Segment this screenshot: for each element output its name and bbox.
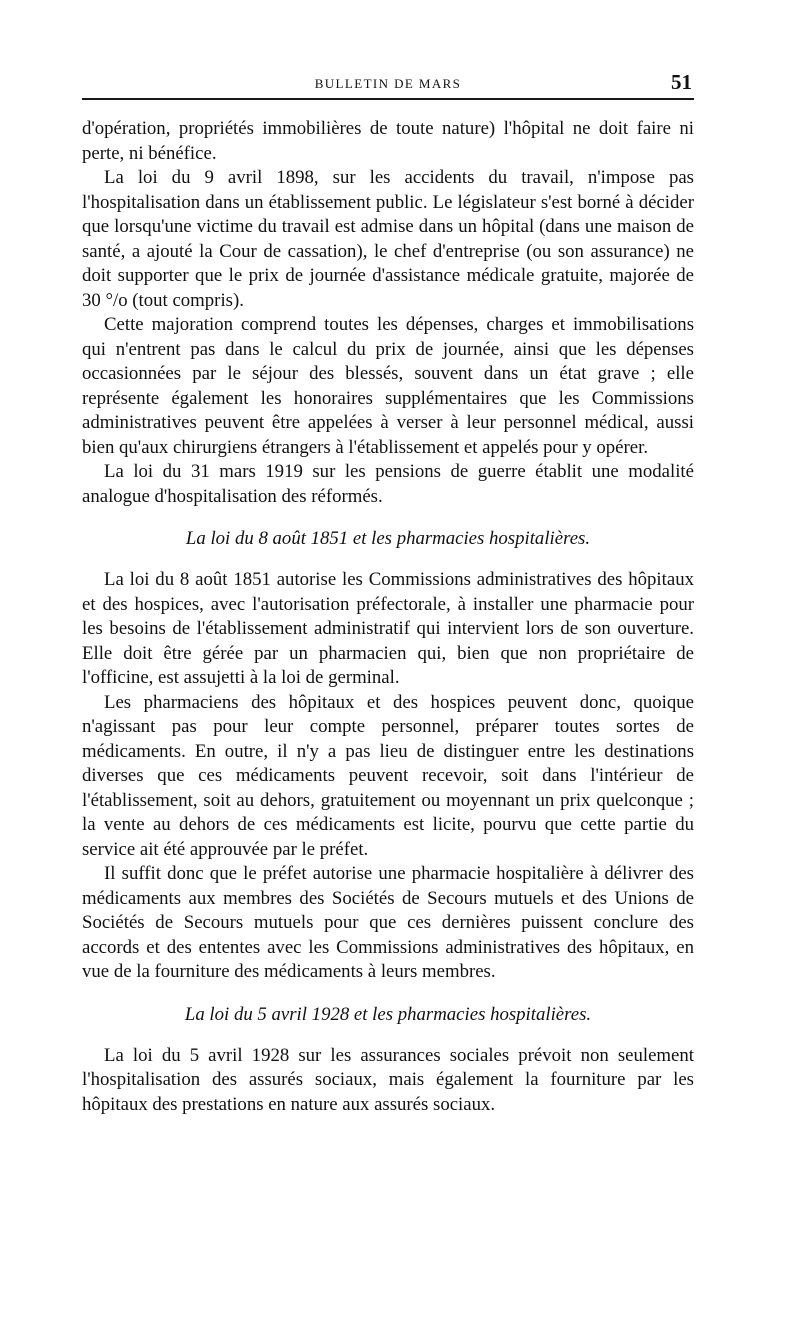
body-text: [82, 117, 694, 1117]
page-number: 51: [671, 70, 692, 94]
section-heading: La loi du 8 août 1851 et les pharmacies hospitalières.: [185, 528, 591, 549]
paragraph: La loi du 9 avril 1898, sur les accidents du travail, n'impose pas l'hospitalisation dans un établissement public. Le législateur s'est borné à décider que lorsqu'une victime du travail est admise dans un hôpital (dans une maison de santé, a ajouté la Cour de cassation), le chef d'entreprise (ou son assurance) ne doit supporter que le prix de journée d'assistance médicale gratuite, majorée de 30 °/o (tout compris).: [82, 167, 694, 311]
paragraph: La loi du 31 mars 1919 sur les pensions de guerre établit une modalité analogue d'hospitalisation des réformés.: [82, 461, 694, 507]
running-title: BULLETIN DE MARS: [314, 76, 462, 91]
section-heading: La loi du 5 avril 1928 et les pharmacies hospitalières.: [184, 1003, 592, 1025]
document-page: [82, 62, 694, 1117]
paragraph: La loi du 8 août 1851 autorise les Commissions administratives des hôpitaux et des hospices, avec l'autorisation préfectorale, à installer une pharmacie pour les besoins de l'établissement administratif qui intervient lors de son ouverture. Elle doit être gérée par un pharmacien qui, bien que non propriétaire de l'officine, est assujetti à la loi de germinal.: [82, 569, 694, 688]
paragraph: La loi du 5 avril 1928 sur les assurances sociales prévoit non seulement l'hospitalisation des assurés sociaux, mais également la fourniture par les hôpitaux des prestations en nature aux assurés sociaux.: [82, 1044, 694, 1115]
page-header: [82, 62, 694, 100]
paragraph: Il suffit donc que le préfet autorise une pharmacie hospitalière à délivrer des médicaments aux membres des Sociétés de Secours mutuels et des Unions de Sociétés de Secours mutuels pour que ces dernières puissent conclure des accords et des ententes avec les Commissions administratives des hôpitaux, en vue de la fourniture des médicaments à leurs membres.: [82, 863, 694, 982]
paragraph: Cette majoration comprend toutes les dépenses, charges et immobilisations qui n'entrent pas dans le calcul du prix de journée, ainsi que les dépenses occasionnées par le séjour des blessés, souvent dans un état grave ; elle représente également les honoraires supplémentaires que les Commissions administratives peuvent être appelées à verser à leur personnel médical, aussi bien qu'aux chirurgiens étrangers à l'établissement et appelés pour y opérer.: [82, 314, 694, 458]
paragraph: d'opération, propriétés immobilières de toute nature) l'hôpital ne doit faire ni perte, ni bénéfice.: [82, 118, 694, 164]
paragraph: Les pharmaciens des hôpitaux et des hospices peuvent donc, quoique n'agissant pas pour leur compte personnel, préparer toutes sortes de médicaments. En outre, il n'y a pas lieu de distinguer entre les destinations diverses que ces médicaments peuvent recevoir, soit dans l'intérieur de l'établissement, soit au dehors, gratuitement ou moyennant un prix quelconque ; la vente au dehors de ces médicaments est licite, pourvu que cette partie du service ait été approuvée par le préfet.: [82, 691, 694, 860]
